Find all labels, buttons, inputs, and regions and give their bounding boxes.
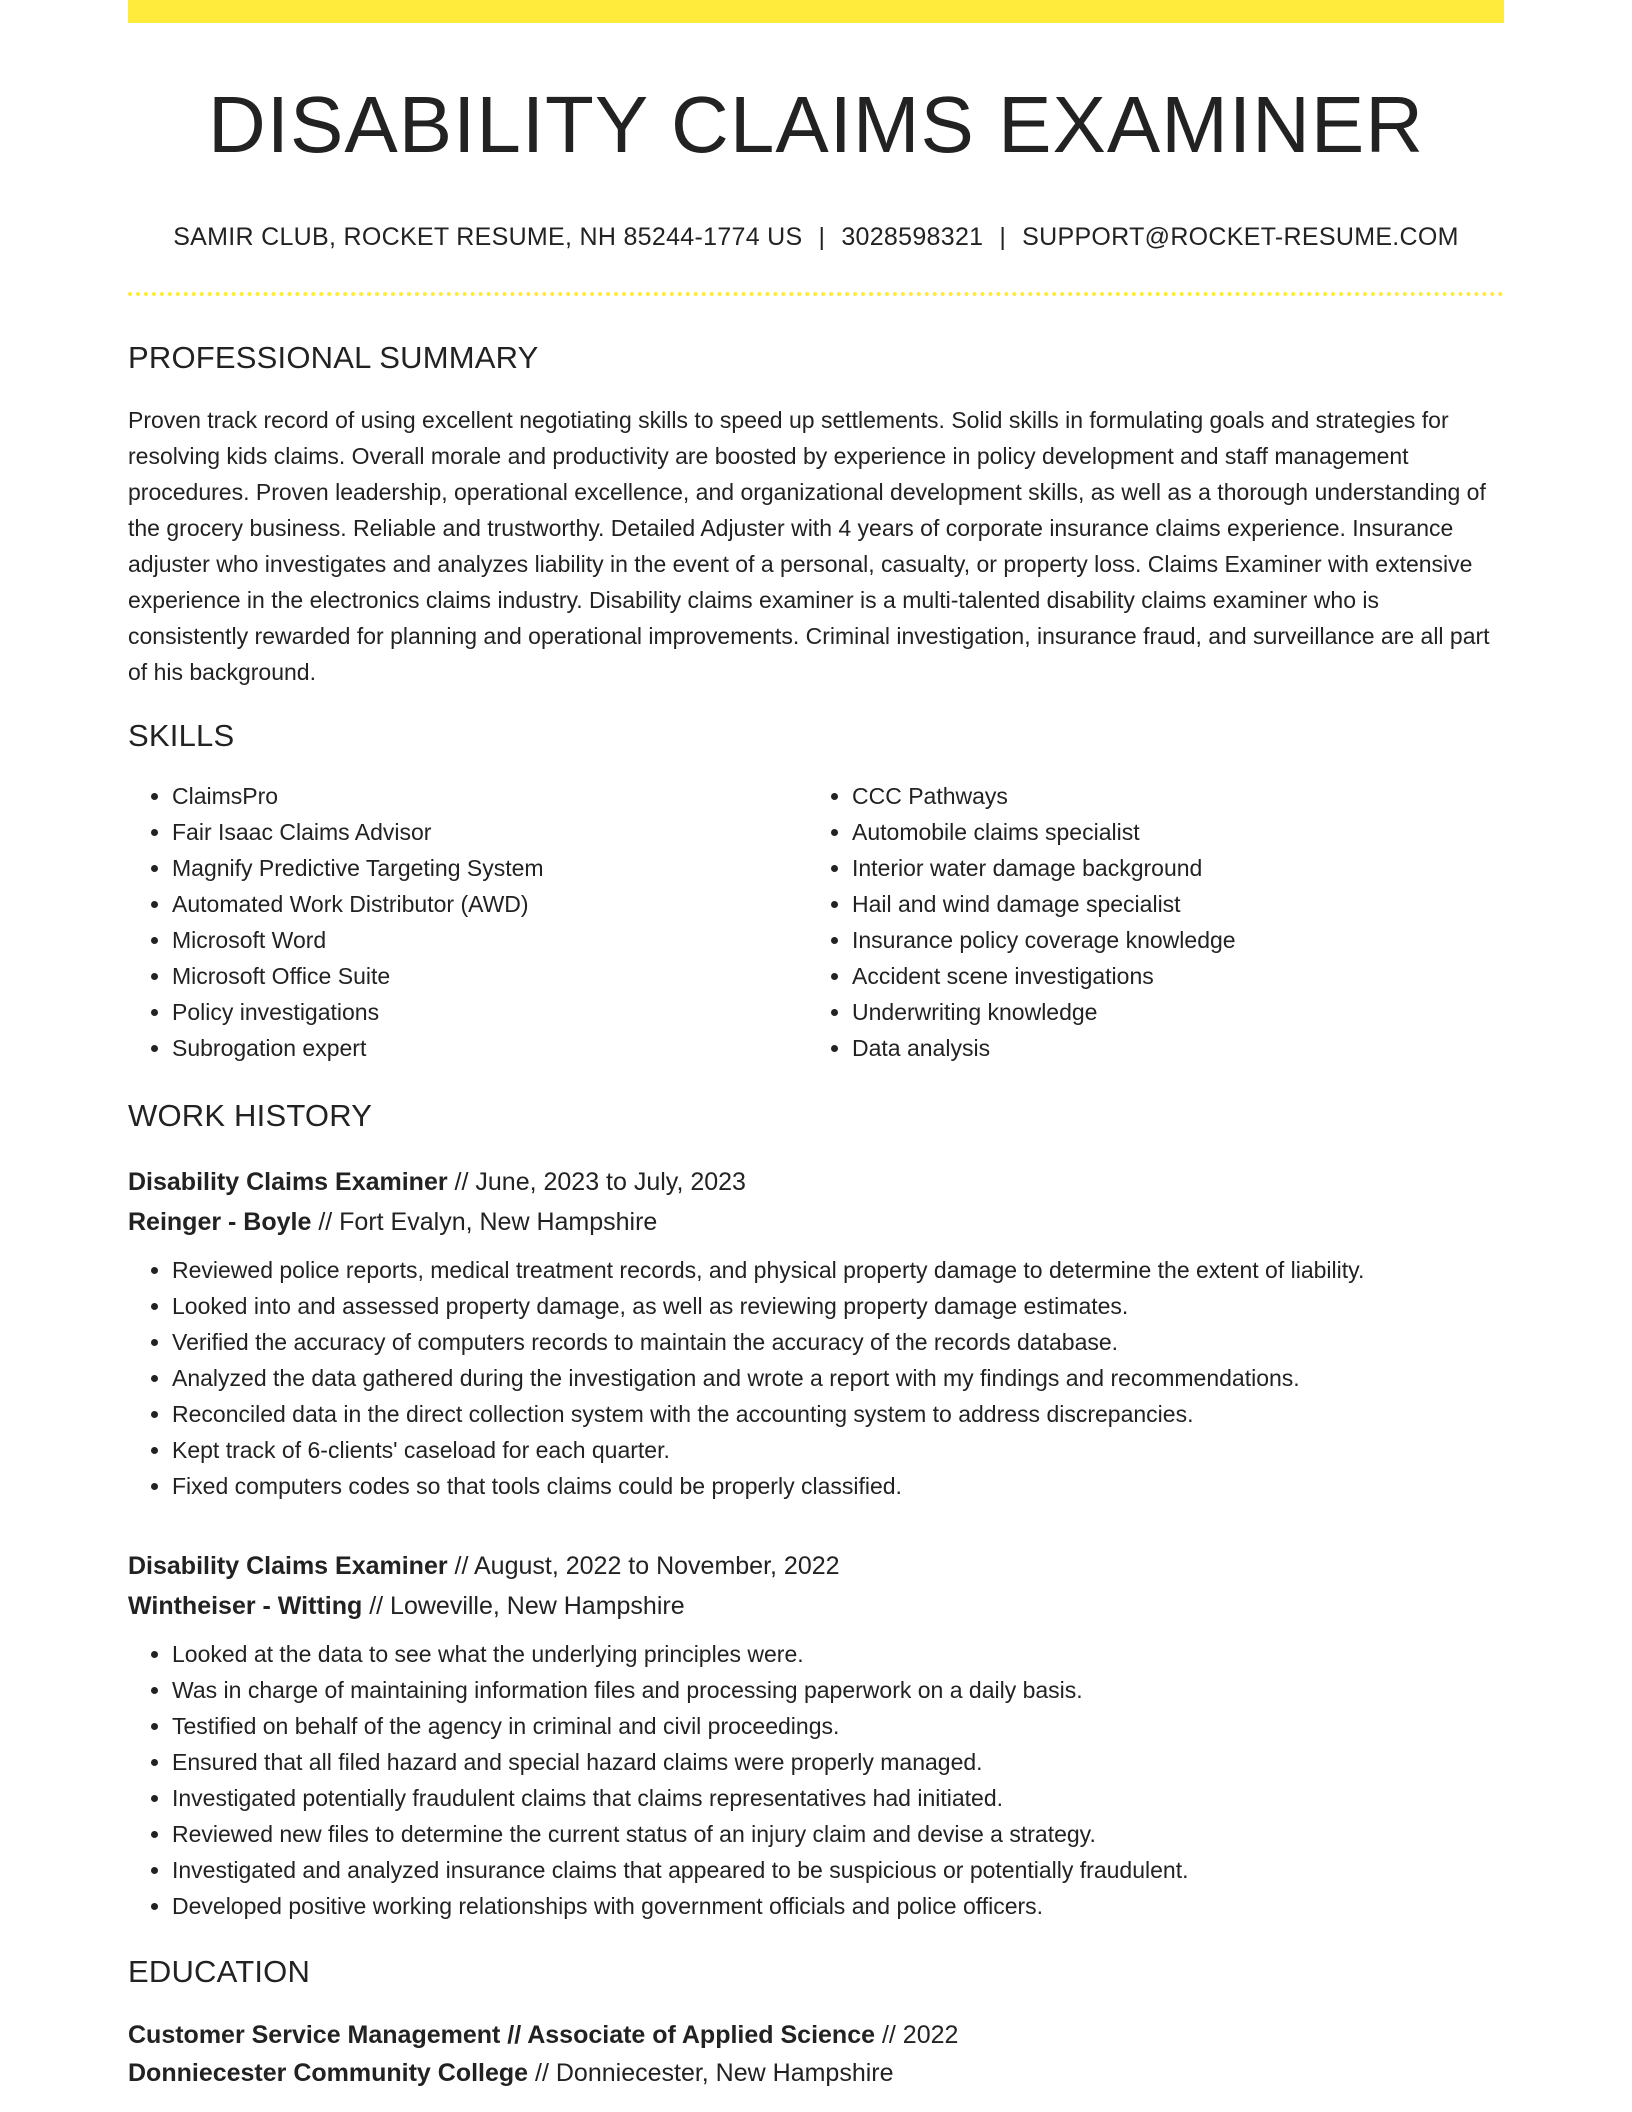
job-bullet: • Looked at the data to see what the underlying principles were. xyxy=(172,1636,1504,1672)
resume-title: DISABILITY CLAIMS EXAMINER xyxy=(208,80,1424,169)
education-degree: Customer Service Management // Associate of Applied Science xyxy=(128,2021,875,2049)
skill-item: • Underwriting knowledge xyxy=(852,994,1488,1030)
job-title: Disability Claims Examiner xyxy=(128,1168,448,1196)
skill-item: • Automated Work Distributor (AWD) xyxy=(172,886,808,922)
contact-line xyxy=(128,223,1504,252)
education-school: Donniecester Community College xyxy=(128,2059,529,2087)
contact-separator: | xyxy=(818,223,826,251)
resume-page xyxy=(128,0,1504,2092)
skill-item: • Automobile claims specialist xyxy=(852,814,1488,850)
job-dates: // August, 2022 to November, 2022 xyxy=(454,1552,840,1580)
job-bullets xyxy=(128,1252,1504,1504)
skill-item: • Data analysis xyxy=(852,1030,1488,1066)
work-history-heading: WORK HISTORY xyxy=(128,1098,373,1133)
job-bullet: • Was in charge of maintaining information files and processing paperwork on a daily basis. xyxy=(172,1672,1504,1708)
education-entry xyxy=(128,2016,1504,2092)
job-bullet: • Reconciled data in the direct collection system with the accounting system to address discrepancies. xyxy=(172,1396,1504,1432)
job-bullet: • Fixed computers codes so that tools claims could be properly classified. xyxy=(172,1468,1504,1504)
contact-phone: 3028598321 xyxy=(841,223,984,251)
job-bullet: • Ensured that all filed hazard and special hazard claims were properly managed. xyxy=(172,1744,1504,1780)
skill-item: • CCC Pathways xyxy=(852,778,1488,814)
education-heading: EDUCATION xyxy=(128,1954,311,1989)
skills-heading: SKILLS xyxy=(128,718,235,753)
job-bullet: • Verified the accuracy of computers records to maintain the accuracy of the records database. xyxy=(172,1324,1504,1360)
skill-item: • Policy investigations xyxy=(172,994,808,1030)
contact-separator: | xyxy=(999,223,1007,251)
job-bullet: • Testified on behalf of the agency in criminal and civil proceedings. xyxy=(172,1708,1504,1744)
skill-item: • Interior water damage background xyxy=(852,850,1488,886)
dotted-divider xyxy=(128,292,1504,296)
contact-email: SUPPORT@ROCKET-RESUME.COM xyxy=(1022,223,1459,251)
skills-list-right xyxy=(808,778,1488,1066)
summary-text: Proven track record of using excellent negotiating skills to speed up settlements. Solid skills in formulating goals and strategies for resolving kids claims. Overall morale and productivity are boosted by experience in policy development and staff management procedures. Proven leadership, operational excellence, and organizational development skills, as well as a thorough understanding of the grocery business. Reliable and trustworthy. Detailed Adjuster with 4 years of corporate insurance claims experience. Insurance adjuster who investigates and analyzes liability in the event of a personal, casualty, or property loss. Claims Examiner with extensive experience in the electronics claims industry. Disability claims examiner is a multi-talented disability claims examiner who is consistently rewarded for planning and operational improvements. Criminal investigation, insurance fraud, and surveillance are all part of his background. xyxy=(128,407,1490,685)
skill-item: • Insurance policy coverage knowledge xyxy=(852,922,1488,958)
job-dates: // June, 2023 to July, 2023 xyxy=(454,1168,746,1196)
skill-item: • Microsoft Office Suite xyxy=(172,958,808,994)
skill-item: • ClaimsPro xyxy=(172,778,808,814)
skill-item: • Microsoft Word xyxy=(172,922,808,958)
skills-columns xyxy=(128,778,1504,1066)
job-company: Wintheiser - Witting xyxy=(128,1592,363,1620)
job-company: Reinger - Boyle xyxy=(128,1208,312,1236)
accent-bar xyxy=(128,0,1504,23)
job-entry xyxy=(128,1162,1504,1504)
education-year: // 2022 xyxy=(881,2021,959,2049)
job-company-line xyxy=(128,1586,1504,1626)
education-school-line xyxy=(128,2054,1504,2092)
job-title-line xyxy=(128,1546,1504,1586)
job-company-line xyxy=(128,1202,1504,1242)
job-bullets xyxy=(128,1636,1504,1924)
job-bullet: • Looked into and assessed property damage, as well as reviewing property damage estimates. xyxy=(172,1288,1504,1324)
job-bullet: • Reviewed new files to determine the current status of an injury claim and devise a strategy. xyxy=(172,1816,1504,1852)
job-bullet: • Analyzed the data gathered during the investigation and wrote a report with my findings and recommendations. xyxy=(172,1360,1504,1396)
job-location: // Loweville, New Hampshire xyxy=(369,1592,685,1620)
skills-list-left xyxy=(128,778,808,1066)
job-bullet: • Investigated and analyzed insurance claims that appeared to be suspicious or potentially fraudulent. xyxy=(172,1852,1504,1888)
contact-address: SAMIR CLUB, ROCKET RESUME, NH 85244-1774 US xyxy=(173,223,803,251)
summary-heading: PROFESSIONAL SUMMARY xyxy=(128,340,539,375)
job-bullet: • Investigated potentially fraudulent claims that claims representatives had initiated. xyxy=(172,1780,1504,1816)
job-bullet: • Developed positive working relationships with government officials and police officers. xyxy=(172,1888,1504,1924)
job-title: Disability Claims Examiner xyxy=(128,1552,448,1580)
job-bullet: • Kept track of 6-clients' caseload for each quarter. xyxy=(172,1432,1504,1468)
education-degree-line xyxy=(128,2016,1504,2054)
job-location: // Fort Evalyn, New Hampshire xyxy=(318,1208,658,1236)
skill-item: • Subrogation expert xyxy=(172,1030,808,1066)
job-bullet: • Reviewed police reports, medical treatment records, and physical property damage to determine the extent of liability. xyxy=(172,1252,1504,1288)
job-title-line xyxy=(128,1162,1504,1202)
job-entry xyxy=(128,1546,1504,1924)
education-location: // Donniecester, New Hampshire xyxy=(535,2059,894,2087)
skill-item: • Magnify Predictive Targeting System xyxy=(172,850,808,886)
skill-item: • Accident scene investigations xyxy=(852,958,1488,994)
skill-item: • Fair Isaac Claims Advisor xyxy=(172,814,808,850)
skill-item: • Hail and wind damage specialist xyxy=(852,886,1488,922)
